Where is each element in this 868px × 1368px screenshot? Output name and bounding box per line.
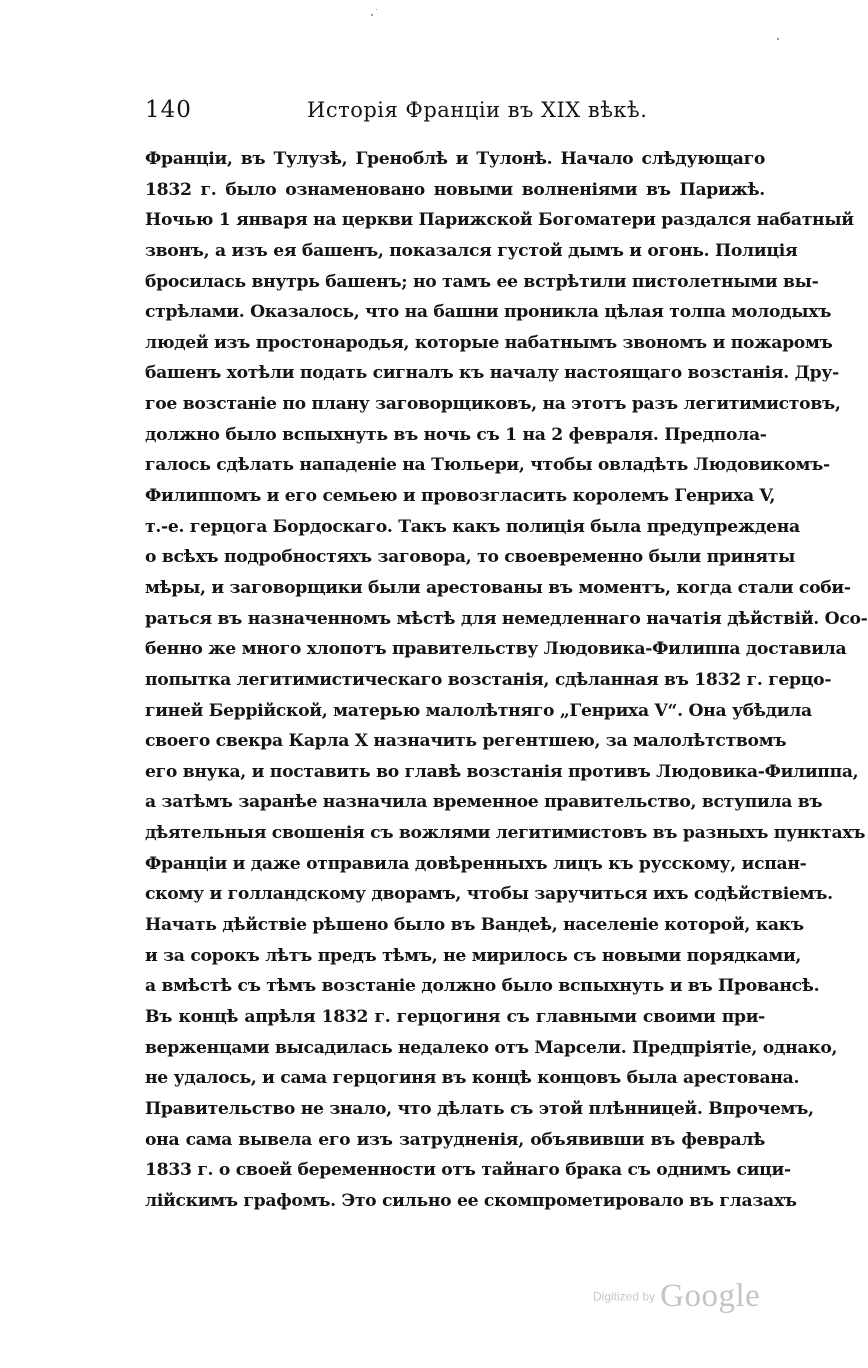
text-line: не удалось, и сама герцогиня въ концѣ концовъ была арестована. — [145, 1068, 800, 1089]
watermark-prefix: Digitized by — [593, 1289, 656, 1304]
text-line: стрѣлами. Оказалось, что на башни проникла цѣлая толпа молодыхъ — [145, 302, 832, 323]
text-line: попытка легитимистическаго возстанія, сдѣланная въ 1832 г. герцо- — [145, 669, 832, 690]
body-text — [145, 144, 868, 1216]
text-line: раться въ назначенномъ мѣстѣ для немедленнаго начатія дѣйствій. Осо- — [145, 608, 868, 629]
text-line: о всѣхъ подробностяхъ заговора, то своевременно были приняты — [145, 547, 796, 568]
text-line: а затѣмъ заранѣе назначила временное правительство, вступила въ — [145, 792, 823, 813]
text-line: Франціи и даже отправила довѣренныхъ лицъ къ русскому, испан- — [145, 853, 807, 874]
text-line: бенно же много хлопотъ правительству Людовика-Филиппа доставила — [145, 639, 847, 660]
text-line: гиней Беррійской, матерью малолѣтняго „Генриха V“. Она убѣдила — [145, 700, 812, 721]
text-line: должно было вспыхнуть въ ночь съ 1 на 2 февраля. Предпола- — [145, 424, 767, 445]
scan-speck — [376, 9, 377, 10]
google-logo: Google — [660, 1278, 761, 1314]
text-line: дѣятельныя свошенія съ вожлями легитимистовъ въ разныхъ пунктахъ — [145, 823, 866, 844]
text-line: а вмѣстѣ съ тѣмъ возстаніе должно было вспыхнуть и въ Провансѣ. — [145, 976, 820, 997]
text-line: своего свекра Карла X назначить регентшею, за малолѣтствомъ — [145, 731, 787, 752]
page-number: 140 — [145, 97, 192, 123]
text-line: бросилась внутрь башенъ; но тамъ ее встрѣтили пистолетными вы- — [145, 271, 819, 292]
scan-speck — [371, 14, 373, 16]
text-line: она сама вывела его изъ затрудненія, объявивши въ февралѣ — [145, 1129, 765, 1150]
scan-speck — [777, 38, 779, 40]
text-line: Правительство не знало, что дѣлать съ этой плѣнницей. Впрочемъ, — [145, 1098, 814, 1119]
text-line: людей изъ простонародья, которые набатнымъ звономъ и пожаромъ — [145, 332, 833, 353]
running-head: Исторія Франціи въ XIX вѣкѣ. — [307, 98, 648, 122]
text-line: Филиппомъ и его семьею и провозгласить королемъ Генриха V, — [145, 486, 776, 507]
text-line: Въ концѣ апрѣля 1832 г. герцогиня съ главными своими при- — [145, 1006, 765, 1027]
text-line: 1833 г. о своей беременности отъ тайнаго брака съ однимъ сици- — [145, 1160, 791, 1181]
text-line: Франціи, въ Тулузѣ, Греноблѣ и Тулонѣ. Начало слѣдующаго — [145, 149, 765, 169]
digitized-watermark — [593, 1278, 760, 1314]
text-line: и за сорокъ лѣтъ предъ тѣмъ, не мирилось съ новыми порядками, — [145, 945, 802, 966]
text-line: 1832 г. было ознаменовано новыми волненіями въ Парижѣ. — [145, 179, 765, 200]
text-line: Ночью 1 января на церкви Парижской Богоматери раздался набатный — [145, 210, 854, 231]
text-line: мѣры, и заговорщики были арестованы въ моментъ, когда стали соби- — [145, 577, 851, 598]
text-line: его внука, и поставить во главѣ возстанія противъ Людовика-Филиппа, — [145, 761, 859, 782]
text-line: башенъ хотѣли подать сигналъ къ началу настоящаго возстанія. Дру- — [145, 363, 839, 384]
text-line: звонъ, а изъ ея башенъ, показался густой дымъ и огонь. Полиція — [145, 240, 798, 261]
text-line: верженцами высадилась недалеко отъ Марсели. Предпріятіе, однако, — [145, 1037, 838, 1058]
text-line: лійскимъ графомъ. Это сильно ее скомпрометировало въ глазахъ — [145, 1190, 797, 1211]
text-line: Начать дѣйствіе рѣшено было въ Вандеѣ, населеніе которой, какъ — [145, 915, 804, 936]
text-line: галось сдѣлать нападеніе на Тюльери, чтобы овладѣть Людовикомъ- — [145, 455, 830, 476]
text-line: т.-е. герцога Бордоскаго. Такъ какъ полиція была предупреждена — [145, 516, 800, 537]
text-line: гое возстаніе по плану заговорщиковъ, на этотъ разъ легитимистовъ, — [145, 394, 841, 415]
page-header — [145, 94, 763, 126]
text-line: скому и голландскому дворамъ, чтобы заручиться ихъ содѣйствіемъ. — [145, 884, 833, 905]
